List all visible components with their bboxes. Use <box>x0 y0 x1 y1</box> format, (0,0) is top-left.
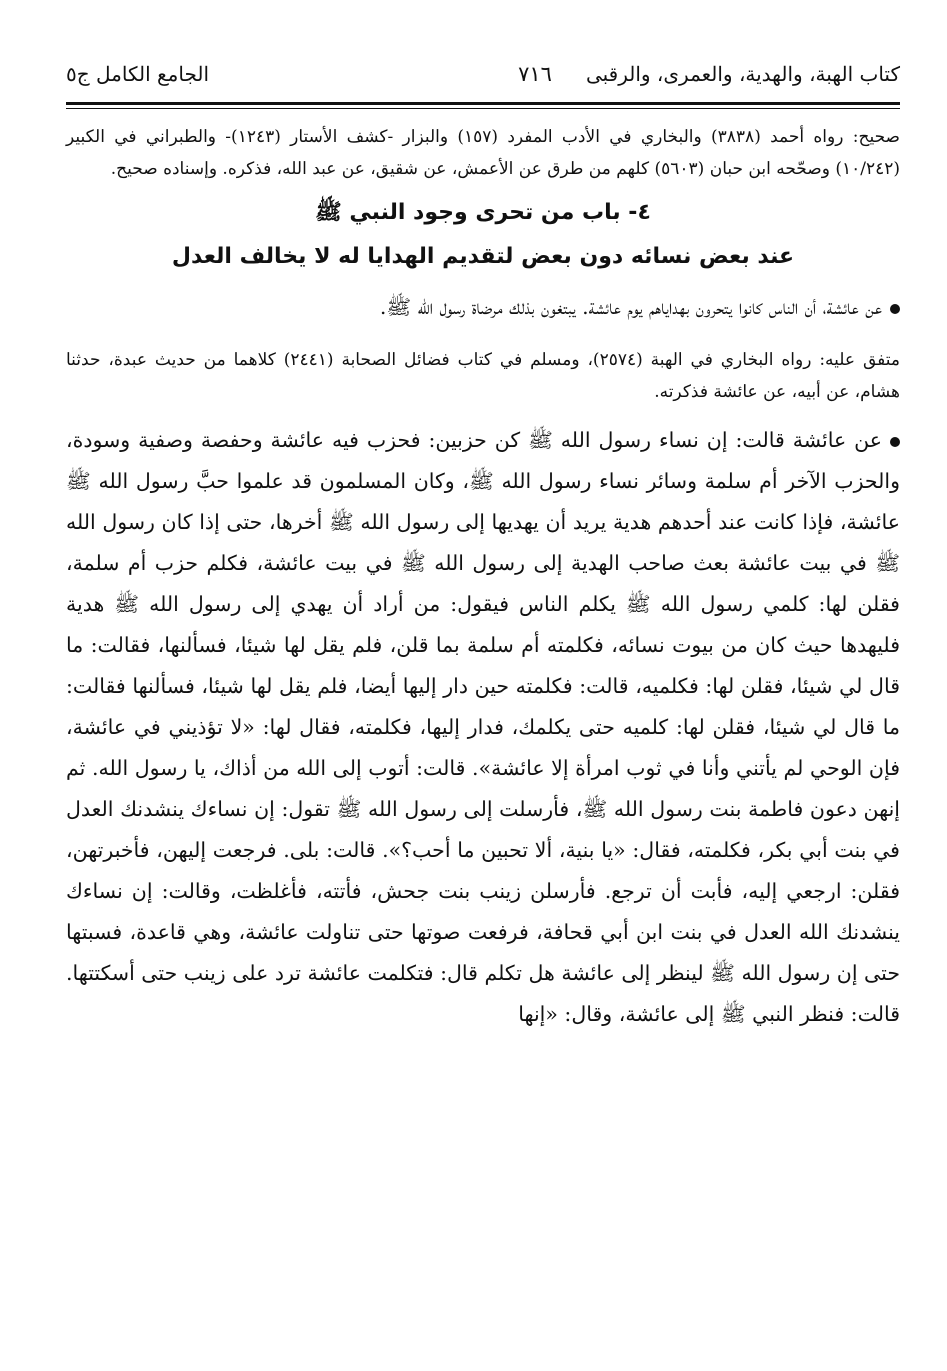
volume-title: الجامع الكامل ج٥ <box>66 62 210 86</box>
bullet-icon <box>890 437 900 447</box>
header-rule-thin <box>66 108 900 109</box>
page-number: ٧١٦ <box>518 62 552 86</box>
running-header <box>66 62 900 100</box>
reference-note: صحيح: رواه أحمد (٣٨٣٨) والبخاري في الأدب المفرد (١٥٧) والبزار -كشف الأستار (١٢٤٣)- والطبراني في الكبير (١٠/٢٤٢) وصحّحه ابن حبان (٥٦٠٣) كلهم من طرق عن الأعمش، عن شقيق، عن عبد الله، فذكره. وإسناده صحيح. <box>66 127 900 179</box>
reference-note: متفق عليه: رواه البخاري في الهبة (٢٥٧٤)، ومسلم في كتاب فضائل الصحابة (٢٤٤١) كلاهما من حديث عبدة، حدثنا هشام، عن أبيه، عن عائشة فذكرته. <box>66 350 900 402</box>
book-page <box>66 62 900 1035</box>
chapter-title-line1: ٤- باب من تحرى وجود النبي ﷺ <box>315 200 651 225</box>
header-rule <box>66 102 900 105</box>
hadith-paragraph <box>66 287 900 328</box>
chapter-heading <box>66 191 900 279</box>
bullet-icon <box>890 304 900 314</box>
hadith-text: عن عائشة قالت: إن نساء رسول الله ﷺ كن حزبين: فحزب فيه عائشة وحفصة وصفية وسودة، والحزب الآخر أم سلمة وسائر نساء رسول الله ﷺ، وكان المسلمون قد علموا حبَّ رسول الله ﷺ عائشة، فإذا كانت عند أحدهم هدية يريد أن يهديها إلى رسول الله ﷺ أخرها، حتى إذا كان رسول الله ﷺ في بيت عائشة بعث صاحب الهدية إلى رسول الله ﷺ في بيت عائشة، فكلم حزب أم سلمة، فقلن لها: كلمي رسول الله ﷺ يكلم الناس فيقول: من أراد أن يهدي إلى رسول الله ﷺ هدية فليهدها حيث كان من بيوت نسائه، فكلمته أم سلمة بما قلن، فلم يقل لها شيئا، فسألنها، فقالت: ما قال لي شيئا، فقلن لها: فكلميه، قالت: فكلمته حين دار إليها أيضا، فلم يقل لها شيئا، فسألنها فقالت: ما قال لي شيئا، فقلن لها: كلميه حتى يكلمك، فدار إليها، فكلمته، فقال لها: «لا تؤذيني في عائشة، فإن الوحي لم يأتني وأنا في ثوب امرأة إلا عائشة». قالت: أتوب إلى الله من أذاك، يا رسول الله. ثم إنهن دعون فاطمة بنت رسول الله ﷺ، فأرسلت إلى رسول الله ﷺ تقول: إن نساءك ينشدنك العدل في بنت أبي بكر، فكلمته، فقال: «يا بنية، ألا تحبين ما أحب؟». قالت: بلى. فرجعت إليهن، فأخبرتهن، فقلن: ارجعي إليه، فأبت أن ترجع. فأرسلن زينب بنت جحش، فأتته، فأغلظت، وقالت: إن نساءك ينشدنك الله العدل في بنت ابن أبي قحافة، فرفعت صوتها حتى تناولت عائشة، وهي قاعدة، فسبتها حتى إن رسول الله ﷺ لينظر إلى عائشة هل تكلم قال: فتكلمت عائشة ترد على زينب حتى أسكتتها. قالت: فنظر النبي ﷺ إلى عائشة، وقال: «إنها <box>66 428 900 1026</box>
hadith-text: عن عائشة، أن الناس كانوا يتحرون بهداياهم يوم عائشة. يبتغون بذلك مرضاة رسول الله ﷺ. <box>379 295 882 319</box>
chapter-title-line2: عند بعض نسائه دون بعض لتقديم الهدايا له لا يخالف العدل <box>171 244 795 269</box>
hadith-paragraph <box>66 420 900 1035</box>
book-title: كتاب الهبة، والهدية، والعمرى، والرقبى <box>585 62 900 86</box>
